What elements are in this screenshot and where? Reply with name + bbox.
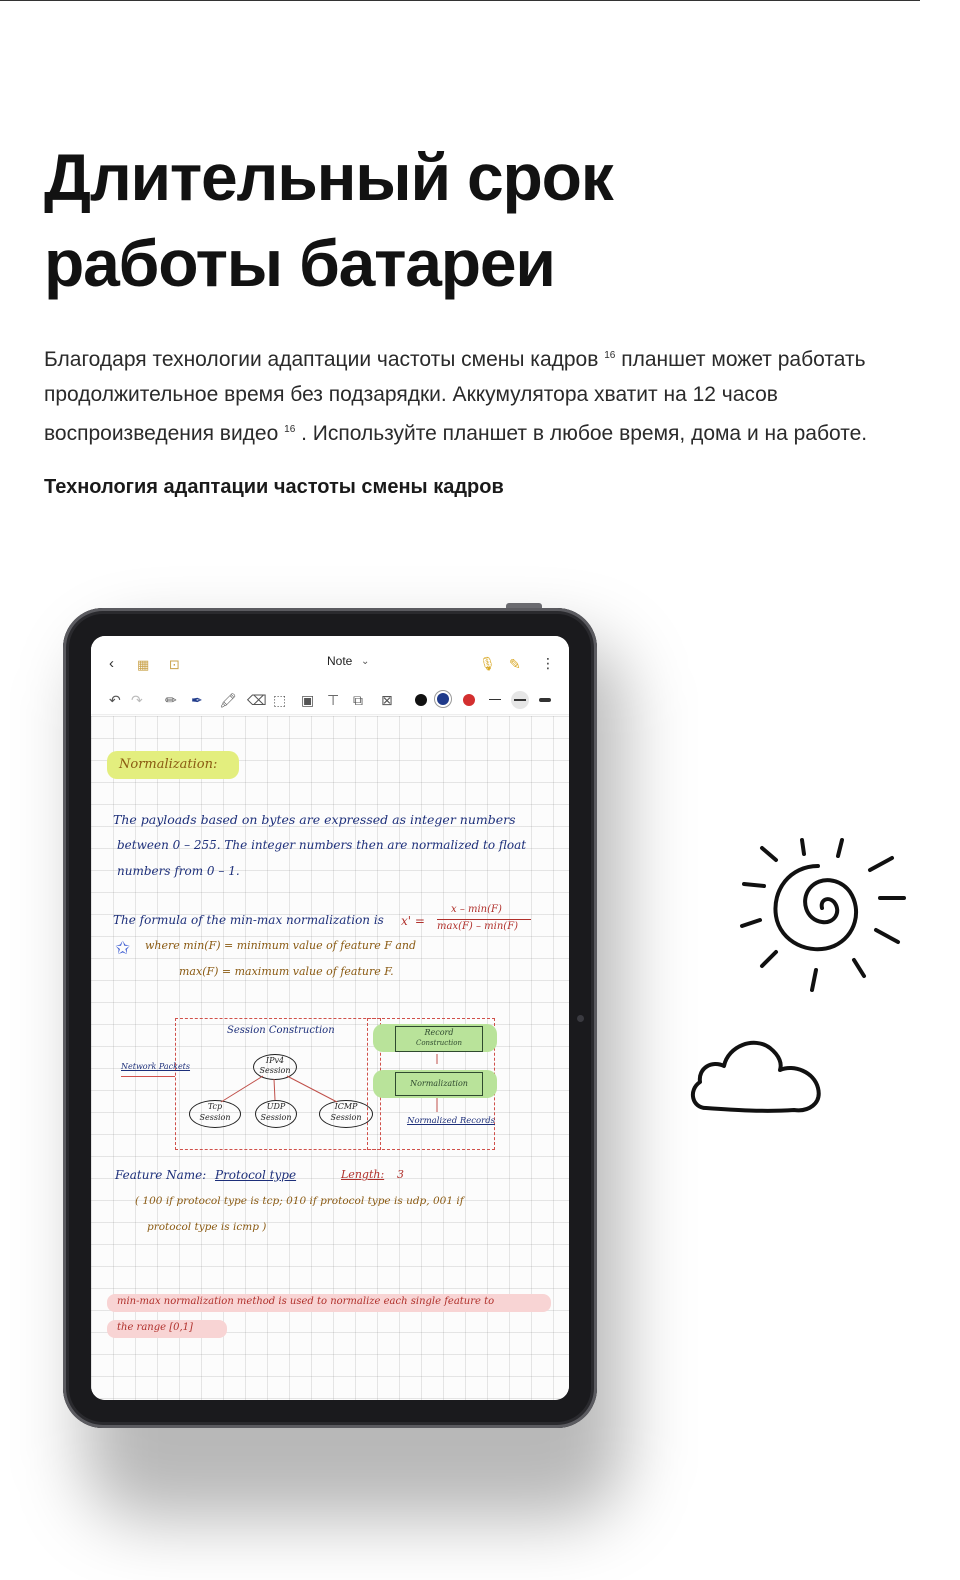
icmp-node: ICMP Session [319,1100,373,1128]
cloud-sketch-icon [684,1028,828,1120]
grid-icon[interactable]: ▦ [137,657,150,672]
stroke-thick[interactable] [539,698,551,702]
udp-node: UDP Session [255,1100,297,1128]
where-line-2: max(F) = maximum value of feature F. [179,965,394,978]
color-red[interactable] [463,694,475,706]
length-value: 3 [397,1168,404,1181]
sun-sketch-icon [730,830,920,1000]
color-blue[interactable] [437,693,449,705]
footnote-16-a[interactable]: 16 [604,350,616,361]
desc-part-1: Благодаря технологии адаптации частоты смены кадров [44,348,599,371]
shape-icon[interactable]: ⧉ [353,692,363,708]
formula-x: x' = [401,914,425,928]
title-line-1: Длительный срок [44,140,613,214]
where-line-1: where min(F) = minimum value of feature F and [145,939,417,952]
desc-part-2: планшет может работать продолжительное время без подзарядки. Аккумулятора хватит на 12 часов воспроизведения видео [44,348,866,445]
text-icon[interactable]: ⊤ [327,692,340,708]
stroke-thin[interactable] [489,699,501,700]
highlighter-icon[interactable]: 🖍 [219,692,237,708]
protocol-line-1: ( 100 if protocol type is tcp; 010 if protocol type is udp, 001 if [135,1195,464,1207]
session-title: Session Construction [227,1025,335,1036]
tcp-node: Tcp Session [189,1100,241,1128]
star-icon: ✩ [115,938,131,958]
network-packets: Network Packets [121,1062,191,1071]
ipv4-node: IPv4 Session [253,1054,297,1080]
protocol-line-2: protocol type is icmp ) [147,1221,267,1233]
fountain-pen-icon[interactable]: ✒ [191,692,203,708]
chevron-down-icon[interactable]: ⌄ [361,656,370,667]
record-node: Record Construction [395,1026,483,1052]
note-line-1: The payloads based on bytes are expressed as integer numbers [113,812,516,827]
bookmark-icon[interactable]: ⊡ [169,657,180,672]
ocr-icon[interactable]: ⊠ [381,692,393,708]
normalized-records: Normalized Records [407,1116,496,1126]
page-title [44,134,904,306]
note-canvas[interactable] [91,716,569,1400]
more-icon[interactable]: ⋮ [541,655,555,671]
feature-name-value: Protocol type [215,1168,297,1182]
description [44,338,944,451]
stroke-medium [514,699,526,701]
subheading: Технология адаптации частоты смены кадров [44,476,504,498]
note-heading: Normalization: [119,757,218,772]
tablet-screen [91,636,569,1400]
formula-numerator: x – min(F) [451,904,502,915]
tablet-camera [577,1015,584,1022]
redo-icon[interactable]: ↷ [131,692,143,708]
summary-line-2: the range [0,1] [117,1322,193,1333]
undo-icon[interactable]: ↶ [109,692,121,708]
title-line-2: работы батареи [44,226,555,300]
formula-intro: The formula of the min-max normalization is [113,913,384,927]
footnote-16-b[interactable]: 16 [284,424,296,435]
note-title[interactable]: Note [327,654,353,668]
desc-part-3: . Используйте планшет в любое время, дома и на работе. [301,422,868,445]
note-toolbar [91,636,569,686]
formula-denominator: max(F) – min(F) [437,921,519,932]
mic-icon[interactable]: 🎙 [479,656,496,671]
pen-icon[interactable]: ✎ [509,656,521,672]
note-line-2: between 0 – 255. The integer numbers then are normalized to float [117,838,527,852]
note-line-3: numbers from 0 – 1. [117,864,240,878]
color-black[interactable] [415,694,427,706]
lasso-icon[interactable]: ⬚ [273,692,287,708]
eraser-icon[interactable]: ⌫ [247,692,267,708]
length-label: Length: [341,1168,385,1181]
feature-name-label: Feature Name: [115,1168,207,1182]
top-divider [0,0,920,1]
normalization-node: Normalization [395,1072,483,1096]
summary-line-1: min-max normalization method is used to normalize each single feature to [117,1296,495,1307]
image-icon[interactable]: ▣ [301,692,315,708]
back-icon[interactable]: ‹ [109,655,114,672]
tool-row [91,686,569,715]
pencil-icon[interactable]: ✏ [165,692,177,708]
